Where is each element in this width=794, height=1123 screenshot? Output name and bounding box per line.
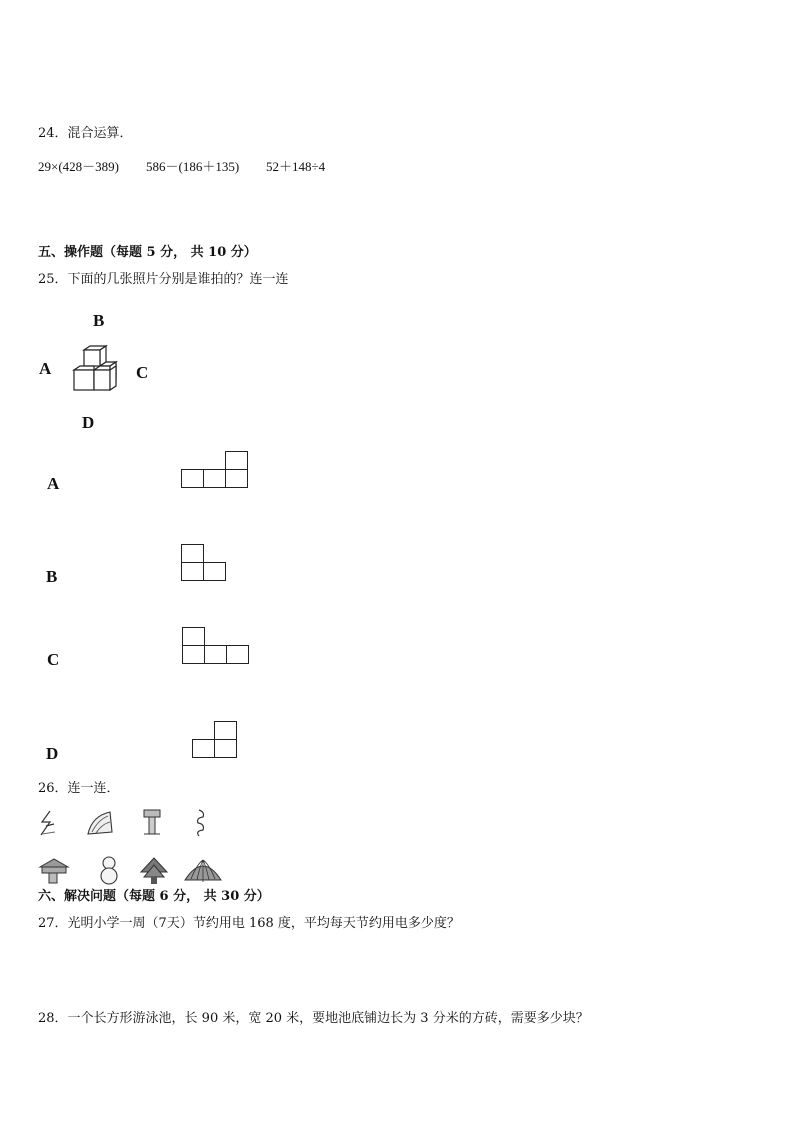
expression-2: 586－(186＋135) <box>146 159 240 174</box>
grid-cell <box>192 739 215 758</box>
grid-cell <box>203 469 226 488</box>
lamp-object-icon <box>38 857 70 885</box>
grid-cell <box>225 451 248 470</box>
observer-c-label: C <box>136 363 149 382</box>
grid-cell <box>226 645 249 664</box>
observer-a-label: A <box>39 359 52 378</box>
section-6-title: 六、解决问题（每题 6 分， 共 30 分） <box>38 889 270 904</box>
grid-cell <box>181 562 204 581</box>
observer-b-label: B <box>93 311 105 330</box>
grid-cell <box>225 469 248 488</box>
grid-cell <box>181 469 204 488</box>
view-d-label: D <box>46 744 59 763</box>
observer-d-label: D <box>82 413 95 432</box>
fan-shadow-icon <box>86 810 114 836</box>
question-24-label: 24．混合运算． <box>38 126 133 141</box>
view-b-label: B <box>46 567 58 586</box>
question-27-label: 27．光明小学一周（7天）节约用电 168 度，平均每天节约用电多少度？ <box>38 916 460 931</box>
grid-cell <box>214 739 237 758</box>
tree-object-icon <box>140 857 168 885</box>
grid-cell <box>203 562 226 581</box>
expression-3: 52＋148÷4 <box>266 159 326 174</box>
question-26-label: 26．连一连． <box>38 781 120 796</box>
snowman-object-icon <box>98 855 120 885</box>
question-25-label: 25．下面的几张照片分别是谁拍的？连一连 <box>38 272 289 287</box>
grid-cell <box>214 721 237 740</box>
view-a-label: A <box>47 474 60 493</box>
grid-cell <box>204 645 227 664</box>
cube-stack-figure <box>70 344 122 398</box>
grid-cell <box>182 627 205 646</box>
lightning-shadow-icon <box>38 810 58 836</box>
grid-cell <box>181 544 204 563</box>
lamp-shadow-icon <box>142 808 164 836</box>
question-28-label: 28．一个长方形游泳池，长 90 米，宽 20 米，要地池底铺边长为 3 分米的方砖，需要多少块？ <box>38 1011 589 1026</box>
expression-1: 29×(428－389) <box>38 159 119 174</box>
snowman-shadow-icon <box>193 808 209 838</box>
umbrella-object-icon <box>183 858 223 884</box>
view-c-label: C <box>47 650 60 669</box>
grid-cell <box>182 645 205 664</box>
section-5-title: 五、操作题（每题 5 分， 共 10 分） <box>38 245 257 260</box>
